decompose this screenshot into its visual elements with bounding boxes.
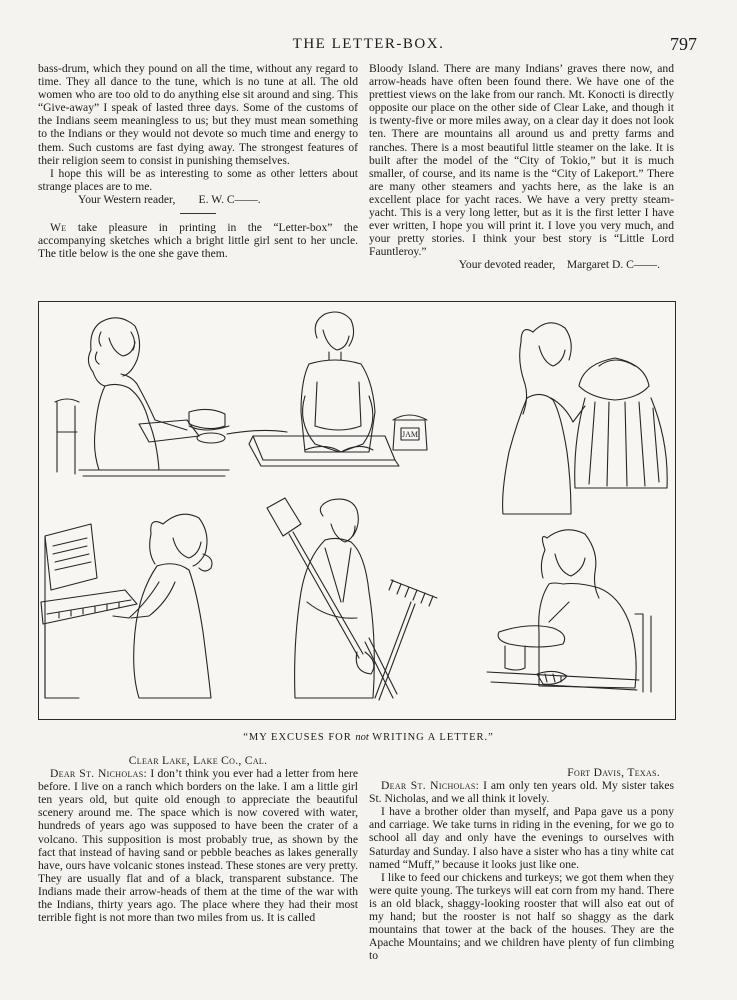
salutation: Dear St. Nicholas: bbox=[50, 767, 147, 781]
left-column-top bbox=[38, 62, 358, 260]
paragraph: bass-drum, which they pound on all the time, without any regard to time. They all dance to the tune, which is no tune at all. The old women who are too old to do anything else sit around and sing. This “Give-away” I speak of lasted three days. Some of the customs of the Indians seem meaningless to us; but they must mean something to the Indians or they would not devote so much time and energy to them. Such customs are fast dying away. The strongest features of their religion seem to consist in punishing themselves. bbox=[38, 62, 358, 167]
figure-caption bbox=[0, 732, 737, 743]
sketch-girl-piano bbox=[41, 514, 212, 698]
letter-place: Clear Lake, Lake Co., Cal. bbox=[128, 754, 268, 767]
sketch-girl-reading bbox=[55, 318, 229, 476]
editor-note-lead: We bbox=[50, 221, 67, 235]
left-column-bottom bbox=[38, 754, 358, 924]
signature: Your devoted reader, Margaret D. C——. bbox=[458, 258, 660, 272]
letter-place: Fort Davis, Texas. bbox=[567, 766, 660, 779]
paragraph: I have a brother older than myself, and Papa gave us a pony and carriage. We take turns in riding in the evening, for we go to school all day and only have the evenings to ourselves with Saturday and Sunday. I also have a sister who has a tiny white cat named “Muff,” because it looks just like one. bbox=[369, 805, 674, 871]
sketches-illustration bbox=[39, 302, 675, 719]
right-column-bottom bbox=[369, 766, 674, 962]
sketches-figure bbox=[38, 301, 676, 720]
sketch-girl-lamp bbox=[503, 323, 668, 514]
caption-end: WRITING A LETTER.” bbox=[368, 732, 494, 743]
signature: Your Western reader, E. W. C——. bbox=[78, 192, 261, 206]
paragraph: Bloody Island. There are many Indians’ graves there now, and arrow-heads have often been found there. We have one of the prettiest views on the lake from our ranch. Mt. Konocti is directly opposite our place on the other side of Clear Lake, and though it is twenty-five or more miles away, on a clear day it does not look ten. There are mountains all around us and pretty farms and ranches. There is a most beautiful little steamer on the lake. It is built after the model of the “City of Tokio,” but it is much smaller, of course, and its name is the “City of Lakeport.” There are many other steamers and yachts here, as the lake is an excellent place for yacht races. We have a very pretty steam-yacht. This is a very long letter, but as it is the first letter I have ever written, I hope you will print it. I love you very much, and your pretty stories. I think your best story is “Little Lord Fauntleroy.” bbox=[369, 62, 674, 259]
right-column-top bbox=[369, 62, 674, 272]
sketch-girl-garden bbox=[267, 498, 437, 700]
sketch-girl-painting bbox=[487, 530, 651, 692]
letter-body bbox=[369, 779, 674, 805]
editor-note-text: take pleasure in printing in the “Letter-box” the accompanying sketches which a bright little girl sent to her uncle. The title below is the one she gave them. bbox=[38, 221, 358, 261]
running-header: THE LETTER-BOX. bbox=[292, 36, 445, 52]
letter-body bbox=[38, 767, 358, 924]
jam-jar-label: JAM bbox=[401, 430, 419, 439]
caption-start: “MY EXCUSES FOR bbox=[243, 732, 356, 743]
paragraph: I like to feed our chickens and turkeys; we got them when they were quite young. The turkeys will eat corn from my hand. There is an old black, shaggy-looking rooster that will also eat out of my hand; but the rooster is not half so shaggy as the dark mountains that tower at the back of the houses. They are the Apache Mountains; and we children have plenty of fun climbing to bbox=[369, 870, 674, 963]
page-number: 797 bbox=[670, 34, 697, 54]
paragraph: I don’t think you ever had a letter from here before. I live on a ranch which borders on the lake. I am a little girl ten years old, but quite old enough to appreciate the beautiful scenery around me. The space which is now covered with water, hundreds of years ago was supposed to have been the crater of a volcano. This supposition is most probably true, as shown by the fact that instead of having sand or pebble beaches as lakes generally have, ours have volcanic stones instead. These stones are very pretty. They are usually flat and of a black, transparent substance. The Indians made their arrow-heads of them at the time of the war with the Indians, thirty years ago. The place where they had their most terrible fight is not more than two miles from us. It is called bbox=[38, 767, 359, 925]
salutation: Dear St. Nicholas: bbox=[381, 779, 480, 793]
editor-note bbox=[38, 221, 358, 260]
caption-emphasis: not bbox=[355, 732, 369, 743]
divider-rule bbox=[180, 213, 216, 214]
paragraph: I hope this will be as interesting to some as other letters about strange places are to me. bbox=[38, 166, 358, 193]
paragraph: I am only ten years old. My sister takes St. Nicholas, and we all think it lovely. bbox=[369, 779, 674, 806]
sketch-girl-baking bbox=[227, 312, 427, 466]
